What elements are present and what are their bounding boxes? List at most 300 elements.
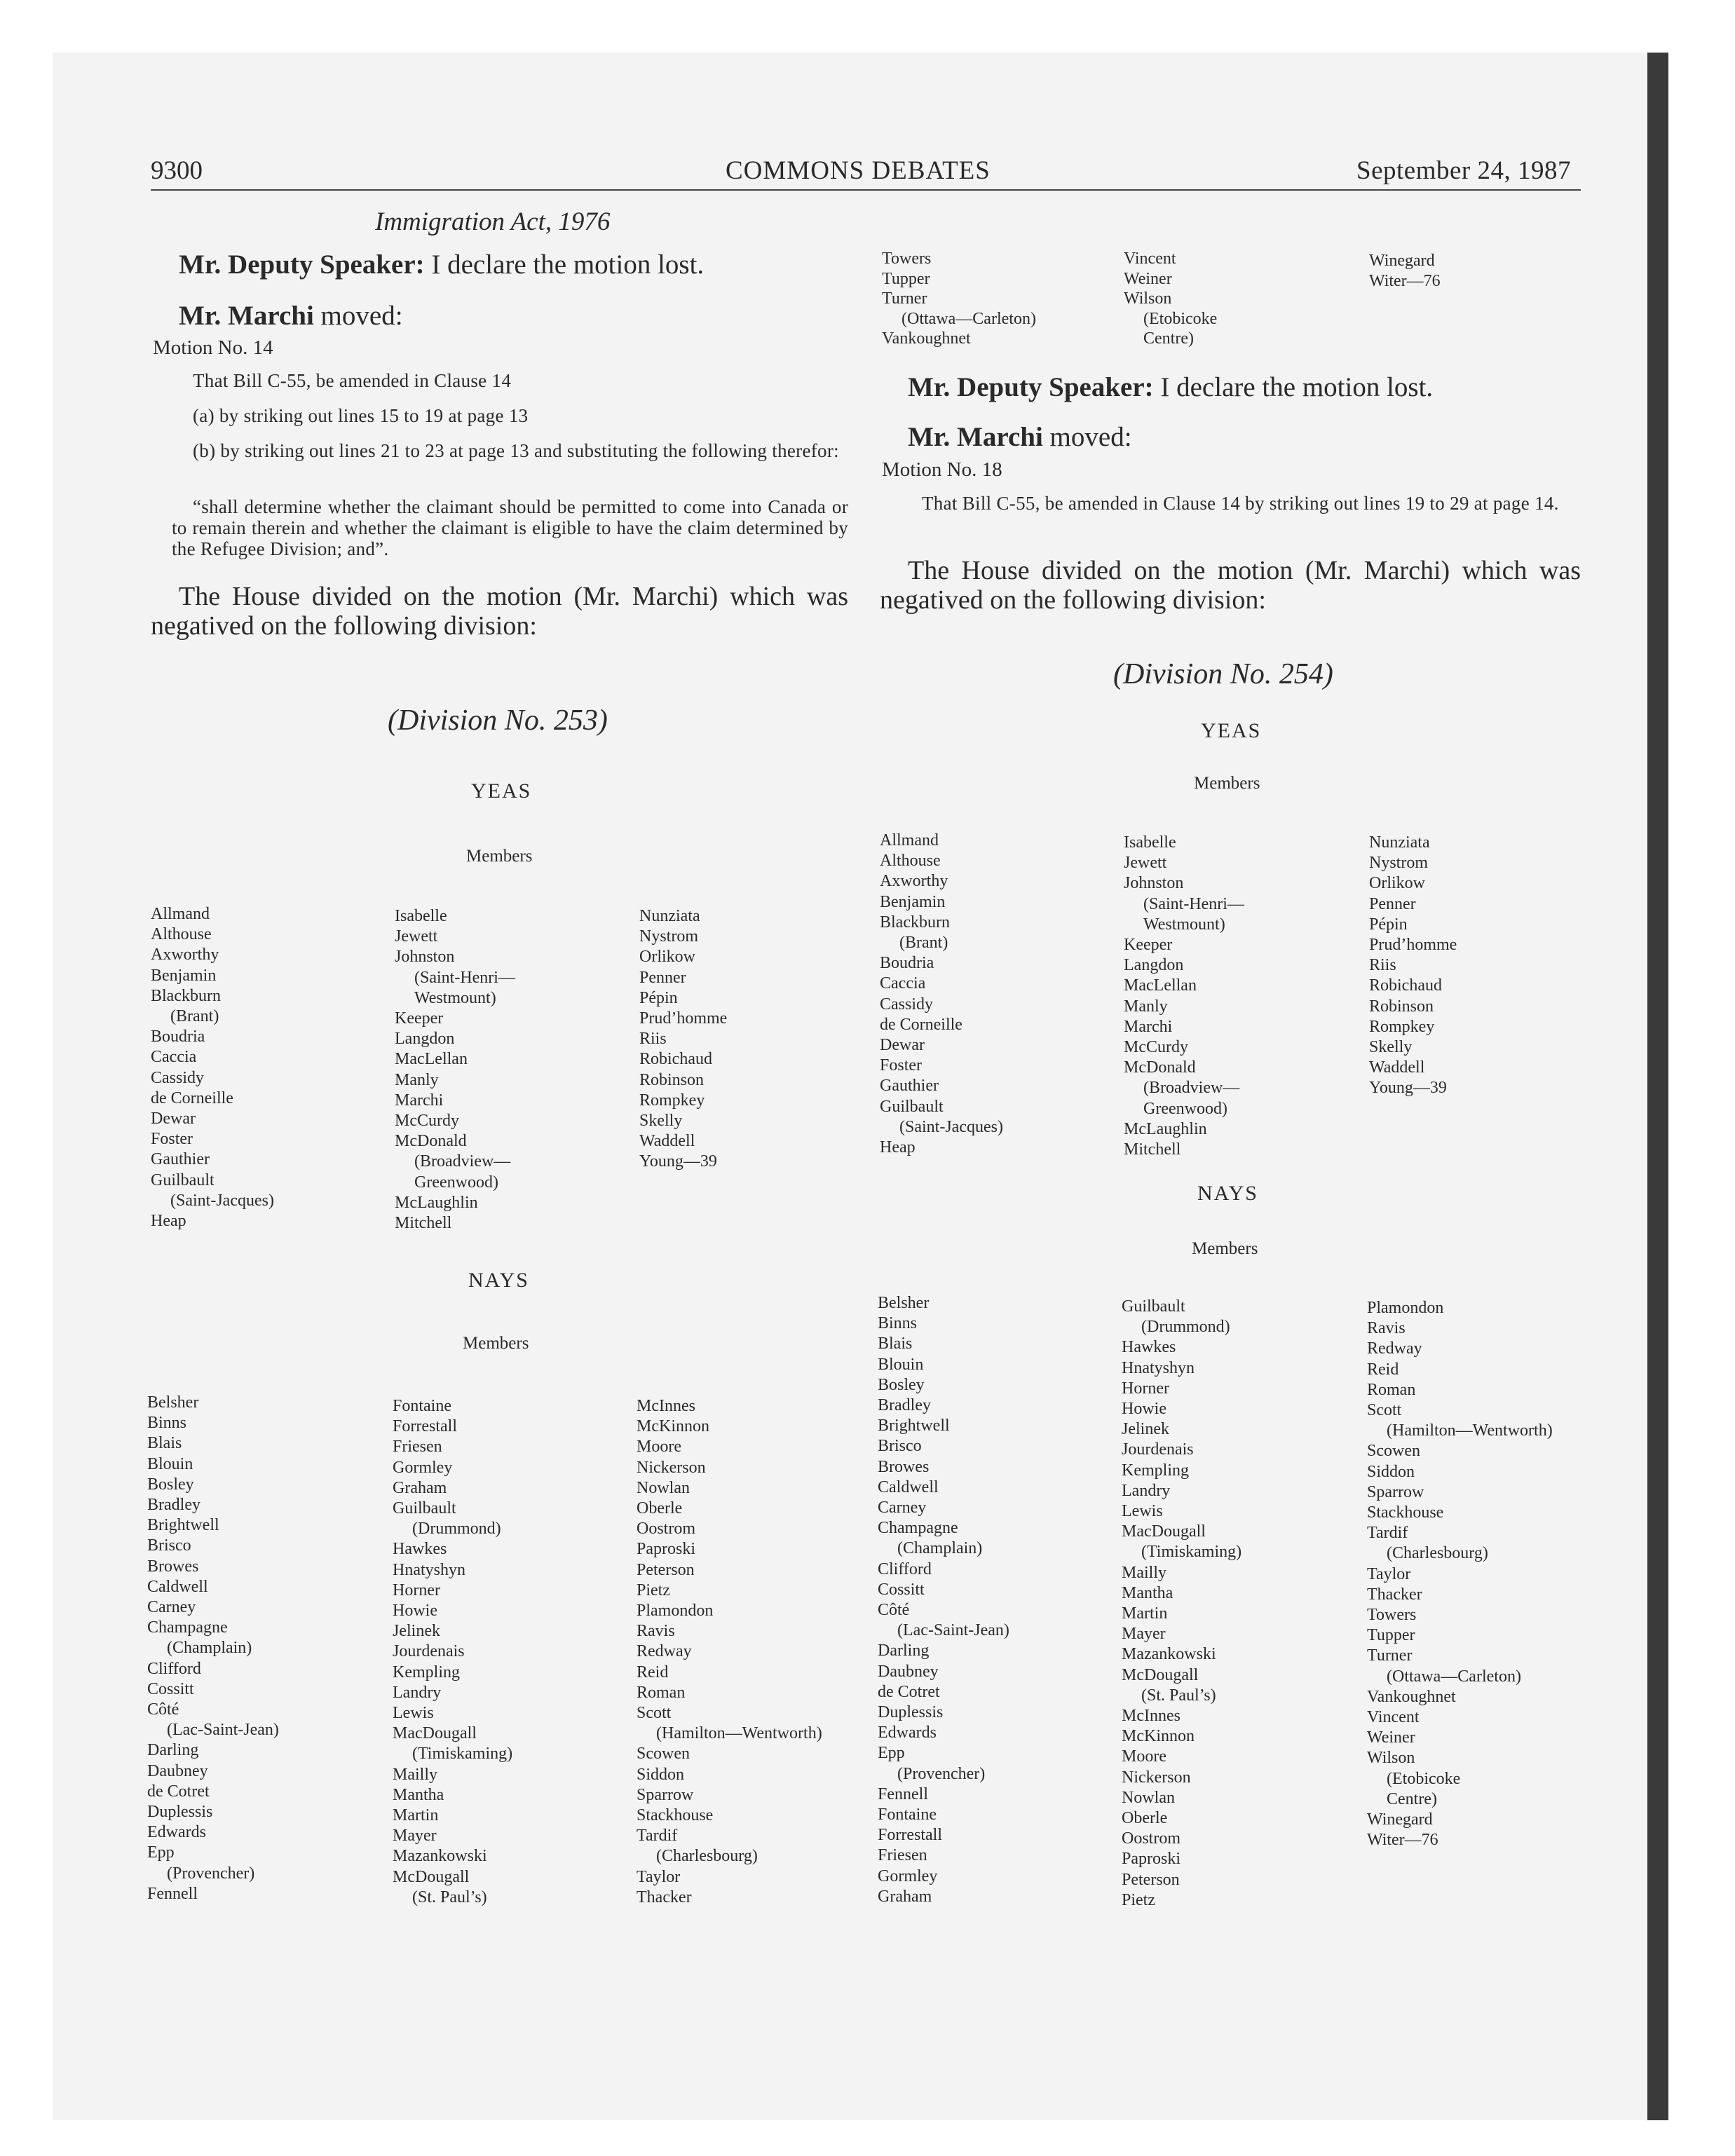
member-name: Benjamin [151,966,217,985]
member-name: Cassidy [151,1068,205,1087]
member-name: Kempling [1122,1461,1189,1480]
member-name: Gormley [878,1867,938,1885]
member-name: Fontaine [878,1806,937,1824]
member-name: Tardif [637,1827,678,1845]
member-name: Edwards [878,1724,937,1742]
yeas-members-label: Members [466,847,533,866]
motion-text-2: That Bill C-55, be amended in Clause 14 by striking out lines 19 to 29 at page 14. [922,493,1559,514]
member-name: (Champlain) [167,1639,252,1658]
member-name: (Provencher) [897,1764,986,1783]
member-name: Scowen [637,1745,690,1763]
member-name: Rompkey [1369,1017,1435,1036]
member-name: Caldwell [878,1478,939,1496]
member-name: MacDougall [393,1724,477,1743]
member-name: Duplessis [147,1803,213,1822]
member-name: (Drummond) [412,1520,501,1538]
member-name: Mailly [1122,1563,1166,1582]
member-name: Scott [637,1704,672,1723]
member-name: Scowen [1367,1442,1420,1461]
yeas-column-5 [1124,833,1244,1160]
member-name: Carney [147,1598,196,1617]
member-name: Isabelle [395,907,447,925]
member-name: Oberle [637,1499,683,1518]
member-name: Prud’homme [1369,936,1457,955]
member-name: (Ottawa—Carleton) [901,309,1036,328]
member-name: Mantha [1122,1583,1173,1602]
speaker-name: Mr. Deputy Speaker: [179,250,425,280]
member-name: Jelinek [1122,1420,1169,1439]
member-name: (Brant) [170,1007,219,1026]
member-name: Paproski [1122,1850,1181,1869]
member-name: Moore [637,1438,681,1456]
member-name: (Saint-Jacques) [170,1191,274,1210]
member-name: Clifford [878,1560,932,1578]
member-name: Althouse [880,852,941,871]
member-name: Dewar [880,1036,925,1055]
member-name: (Lac-Saint-Jean) [897,1621,1009,1640]
member-name: Tupper [882,269,930,288]
member-name: (Charlesbourg) [1387,1544,1488,1563]
nays-column-1 [147,1393,279,1904]
nays-members-label: Members [463,1334,529,1353]
member-name: Guilbault [151,1171,215,1189]
mover-statement-2 [908,421,1132,453]
member-name: (Saint-Henri— [1143,894,1244,913]
member-name: Lewis [393,1704,434,1723]
scan-edge-shadow [1647,53,1668,2120]
member-name: Côté [147,1700,179,1719]
member-name: Sparrow [637,1785,694,1804]
member-name: Stackhouse [637,1806,714,1825]
yeas-members-label-2: Members [1194,774,1260,793]
member-name: Skelly [639,1112,683,1131]
member-name: Reid [637,1663,669,1681]
member-name: Bradley [878,1396,931,1415]
member-name: Darling [147,1741,199,1760]
member-name: Graham [878,1887,932,1906]
yeas-heading: YEAS [471,779,532,803]
member-name: Centre) [1387,1789,1437,1808]
member-name: Oberle [1122,1809,1168,1828]
member-name: Pépin [639,988,678,1007]
member-name: Ravis [1367,1319,1406,1338]
motion-line-3: (b) by striking out lines 21 to 23 at page 13 and substituting the following therefor: [193,440,839,461]
member-name: Rompkey [639,1091,705,1110]
member-name: Bosley [878,1375,925,1394]
member-name: McDougall [393,1867,470,1886]
member-name: Graham [393,1478,447,1497]
member-name: (Ottawa—Carleton) [1387,1667,1521,1686]
continued-column-2 [1124,249,1217,349]
member-name: Sparrow [1367,1482,1424,1501]
division-statement-2: The House divided on the motion (Mr. Marchi) which was negatived on the following division: [880,556,1581,615]
member-name: Allmand [880,831,939,850]
member-name: Marchi [1124,1017,1173,1036]
member-name: Lewis [1122,1502,1163,1521]
member-name: Wilson [1367,1749,1415,1768]
member-name: Peterson [1122,1870,1180,1889]
member-name: Foster [880,1056,922,1075]
member-name: (Provencher) [167,1864,255,1883]
member-name: Pietz [637,1581,670,1599]
member-name: McLaughlin [395,1193,478,1212]
member-name: McDonald [1124,1058,1196,1077]
member-name: Horner [1122,1379,1169,1398]
member-name: Tardif [1367,1524,1408,1543]
member-name: Ravis [637,1622,675,1641]
publication-title: COMMONS DEBATES [726,156,991,185]
member-name: Jourdenais [1122,1440,1194,1459]
member-name: Horner [393,1581,440,1599]
member-name: Brisco [147,1536,191,1555]
member-name: de Cotret [147,1782,210,1801]
member-name: MacLellan [1124,976,1197,995]
member-name: McKinnon [637,1417,709,1436]
member-name: Prud’homme [639,1009,728,1028]
member-name: Browes [878,1457,930,1476]
member-name: Paproski [637,1540,695,1559]
member-name: Orlikow [639,948,695,967]
member-name: Blouin [878,1355,924,1374]
mover-name: Mr. Marchi [179,301,314,331]
member-name: Hawkes [1122,1338,1176,1357]
member-name: Young—39 [639,1152,717,1171]
member-name: Mantha [393,1785,444,1804]
member-name: Champagne [878,1519,958,1538]
member-name: Turner [882,289,927,308]
header-rule [151,189,1581,191]
member-name: Pépin [1369,915,1408,934]
member-name: (Etobicoke [1387,1769,1461,1788]
yeas-heading-2: YEAS [1201,719,1262,742]
member-name: McCurdy [395,1112,459,1131]
member-name: Greenwood) [1143,1099,1227,1118]
member-name: Roman [637,1683,686,1702]
member-name: MacDougall [1122,1522,1206,1541]
speaker-name-2: Mr. Deputy Speaker: [908,372,1154,402]
member-name: Blais [878,1335,913,1353]
member-name: Hnatyshyn [1122,1358,1195,1377]
member-name: (Timiskaming) [1141,1543,1242,1562]
member-name: Guilbault [1122,1297,1185,1316]
division-statement: The House divided on the motion (Mr. Marchi) which was negatived on the following division: [151,582,848,641]
member-name: de Corneille [880,1015,962,1034]
member-name: Bradley [147,1496,200,1515]
member-name: McDonald [395,1132,467,1151]
member-name: Riis [639,1030,667,1049]
member-name: Caccia [151,1048,197,1067]
member-name: Johnston [1124,874,1184,893]
member-name: Daubney [878,1662,939,1681]
member-name: Towers [1367,1606,1417,1625]
member-name: de Cotret [878,1682,940,1701]
division-title: (Division No. 253) [388,704,608,737]
member-name: Gauthier [151,1150,210,1169]
member-name: Nystrom [1369,854,1428,873]
member-name: Robinson [1369,997,1434,1016]
member-name: Heap [151,1212,186,1231]
member-name: Manly [1124,997,1168,1016]
member-name: (Brant) [899,934,948,953]
member-name: Mitchell [1124,1140,1181,1159]
member-name: Duplessis [878,1703,944,1722]
speaker-text: I declare the motion lost. [431,250,705,280]
member-name: Siddon [1367,1462,1415,1481]
member-name: Edwards [147,1823,206,1842]
member-name: (Hamilton—Wentworth) [1387,1421,1553,1440]
page-number: 9300 [151,156,203,185]
member-name: Belsher [147,1393,199,1412]
member-name: Nickerson [637,1458,706,1477]
yeas-column-3 [639,906,727,1173]
member-name: Hnatyshyn [393,1560,465,1579]
member-name: Cossitt [147,1679,194,1698]
continued-column-3 [1369,251,1441,291]
member-name: Daubney [147,1761,208,1780]
member-name: (Saint-Henri— [414,968,515,987]
member-name: Howie [393,1602,437,1621]
member-name: Nystrom [639,927,698,946]
member-name: Langdon [395,1030,455,1049]
member-name: Johnston [395,948,455,967]
nays-members-label-2: Members [1192,1239,1258,1258]
member-name: Taylor [1367,1564,1411,1583]
member-name: (Broadview— [414,1152,511,1171]
member-name: Waddell [639,1132,695,1151]
member-name: Thacker [1367,1585,1422,1604]
member-name: Kempling [393,1663,460,1681]
member-name: Martin [393,1806,439,1825]
member-name: Mazankowski [393,1847,487,1866]
member-name: Riis [1369,956,1396,975]
member-name: Darling [878,1642,930,1660]
member-name: Waddell [1369,1058,1425,1077]
member-name: Marchi [395,1091,444,1110]
member-name: Cassidy [880,995,934,1014]
page-date: September 24, 1987 [1356,156,1571,185]
member-name: Oostrom [637,1520,695,1538]
nays-column-2 [393,1396,512,1908]
member-name: Epp [878,1744,905,1763]
member-name: Mailly [393,1765,437,1784]
member-name: Althouse [151,925,212,944]
member-name: Greenwood) [414,1173,498,1192]
member-name: Howie [1122,1400,1166,1419]
member-name: Brisco [878,1437,922,1456]
member-name: Epp [147,1843,175,1862]
member-name: Vincent [1367,1708,1420,1727]
member-name: Nickerson [1122,1768,1191,1787]
member-name: Blackburn [151,986,221,1005]
member-name: Robichaud [1369,976,1442,995]
member-name: Jewett [395,927,438,946]
member-name: Belsher [878,1294,930,1312]
member-name: Mayer [1122,1625,1166,1644]
member-name: Vincent [1124,250,1176,268]
motion-line-1: That Bill C-55, be amended in Clause 14 [193,370,512,391]
member-name: Plamondon [637,1602,714,1621]
member-name: Foster [151,1130,193,1149]
member-name: Clifford [147,1659,201,1678]
member-name: Robichaud [639,1050,712,1069]
speaker-statement [179,249,704,280]
member-name: Westmount) [1143,915,1225,934]
division-title-2: (Division No. 254) [1113,658,1333,690]
member-name: Martin [1122,1604,1168,1623]
member-name: Brightwell [147,1516,219,1535]
member-name: Dewar [151,1110,196,1128]
member-name: Tupper [1367,1626,1415,1645]
member-name: Vankoughnet [882,329,971,348]
member-name: Carney [878,1499,927,1517]
member-name: Allmand [151,905,210,923]
member-name: Redway [1367,1339,1422,1358]
member-name: Scott [1367,1401,1402,1420]
member-name: Vankoughnet [1367,1687,1456,1706]
member-name: Weiner [1124,269,1172,288]
member-name: Binns [147,1414,187,1433]
member-name: McDougall [1122,1665,1199,1684]
member-name: Manly [395,1070,439,1089]
member-name: Heap [880,1138,916,1157]
nays-heading: NAYS [468,1269,529,1292]
mover-statement [179,300,403,332]
member-name: Isabelle [1124,833,1176,852]
member-name: (St. Paul’s) [412,1888,487,1906]
member-name: Redway [637,1642,692,1661]
member-name: Mitchell [395,1214,452,1233]
member-name: Mayer [393,1827,437,1845]
member-name: Champagne [147,1618,228,1637]
member-name: Blouin [147,1454,193,1473]
member-name: (Etobicoke [1143,309,1218,328]
member-name: Siddon [637,1765,685,1784]
member-name: Witer—76 [1369,271,1441,290]
member-name: Mazankowski [1122,1645,1216,1664]
motion-number: Motion No. 14 [153,336,273,359]
member-name: Orlikow [1369,874,1425,893]
member-name: (Lac-Saint-Jean) [167,1721,279,1740]
member-name: Robinson [639,1070,705,1089]
member-name: Penner [1369,894,1416,913]
nays-column-6 [1367,1298,1553,1850]
member-name: Axworthy [151,946,219,964]
member-name: McLaughlin [1124,1119,1207,1138]
member-name: Guilbault [393,1499,456,1518]
nays-column-5 [1122,1297,1241,1911]
member-name: Landry [1122,1481,1171,1500]
member-name: Blackburn [880,913,950,932]
member-name: Benjamin [880,892,946,911]
member-name: Binns [878,1314,918,1333]
member-name: Roman [1367,1380,1416,1399]
motion-number-2: Motion No. 18 [882,458,1002,481]
member-name: (St. Paul’s) [1141,1686,1216,1705]
yeas-column-4 [880,831,1003,1158]
member-name: (Saint-Jacques) [899,1117,1003,1136]
member-name: Côté [878,1601,910,1620]
member-name: Hawkes [393,1540,447,1559]
member-name: Forrestall [393,1417,457,1436]
member-name: Winegard [1369,252,1435,270]
member-name: (Timiskaming) [412,1745,513,1763]
speaker-text-2: I declare the motion lost. [1160,372,1434,402]
member-name: Penner [639,968,686,987]
mover-name-2: Mr. Marchi [908,422,1043,452]
yeas-column-1 [151,904,274,1231]
member-name: Gauthier [880,1077,939,1096]
member-name: Jelinek [393,1622,440,1641]
member-name: Jourdenais [393,1642,465,1661]
member-name: Blais [147,1434,182,1453]
motion-quote: “shall determine whether the claimant should be permitted to come into Canada or to remain therein and whether the claimant is eligible to have the claim determined by the Refugee Division; and”. [172,496,848,559]
running-title: Immigration Act, 1976 [375,207,611,236]
member-name: (Champlain) [897,1539,983,1558]
member-name: Turner [1367,1646,1413,1665]
yeas-column-2 [395,906,515,1234]
member-name: Cossitt [878,1580,925,1599]
mover-text-2: moved: [1049,422,1132,452]
member-name: Plamondon [1367,1299,1444,1317]
mover-text: moved: [320,301,403,331]
member-name: Boudria [151,1028,205,1046]
member-name: Caldwell [147,1577,208,1596]
member-name: Peterson [637,1560,695,1579]
yeas-column-6 [1369,833,1457,1099]
member-name: (Broadview— [1143,1079,1240,1098]
member-name: Fennell [147,1884,198,1903]
member-name: Winegard [1367,1810,1433,1829]
member-name: Skelly [1369,1038,1413,1057]
member-name: (Drummond) [1141,1318,1230,1337]
member-name: Guilbault [880,1097,944,1116]
member-name: Weiner [1367,1728,1415,1747]
member-name: Towers [882,250,932,268]
member-name: Landry [393,1683,442,1702]
nays-column-4 [878,1293,1009,1907]
member-name: Stackhouse [1367,1503,1444,1522]
member-name: Wilson [1124,289,1172,308]
member-name: Nunziata [1369,833,1430,852]
member-name: Forrestall [878,1826,942,1845]
member-name: Axworthy [880,872,948,891]
member-name: Bosley [147,1475,194,1494]
member-name: (Hamilton—Wentworth) [656,1724,822,1743]
member-name: Browes [147,1557,199,1576]
member-name: McCurdy [1124,1038,1188,1057]
motion-line-2: (a) by striking out lines 15 to 19 at page 13 [193,405,529,426]
member-name: de Corneille [151,1089,233,1107]
member-name: Langdon [1124,956,1184,975]
member-name: Fontaine [393,1397,451,1415]
member-name: McInnes [637,1397,695,1415]
member-name: Brightwell [878,1417,950,1435]
member-name: Keeper [395,1009,444,1028]
continued-column-1 [882,249,1036,349]
member-name: (Charlesbourg) [656,1847,758,1866]
member-name: Centre) [1143,329,1194,348]
member-name: Witer—76 [1367,1831,1438,1850]
member-name: McInnes [1122,1707,1181,1726]
member-name: Nunziata [639,907,700,925]
member-name: Young—39 [1369,1079,1447,1098]
member-name: Friesen [878,1846,927,1865]
member-name: Taylor [637,1867,681,1886]
member-name: Gormley [393,1458,453,1477]
nays-heading-2: NAYS [1197,1182,1258,1205]
member-name: Jewett [1124,854,1167,873]
speaker-statement-2 [908,371,1433,403]
